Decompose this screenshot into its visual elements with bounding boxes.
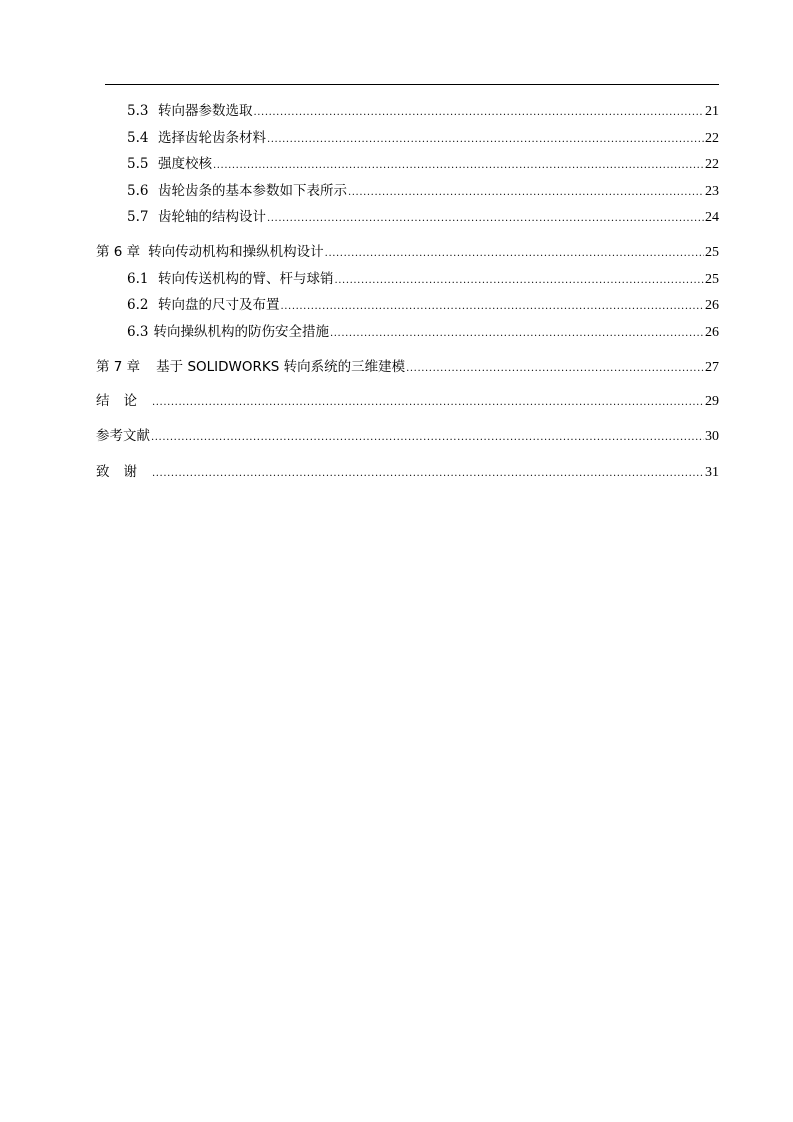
toc-entry-number: 6.3 [127,324,149,340]
toc-entry-title: 齿轮齿条的基本参数如下表所示 [158,183,347,199]
toc-entry-title: 致谢 [96,464,151,480]
toc-entry-6-2[interactable] [127,293,719,317]
toc-entry-chapter-6[interactable] [96,240,719,264]
dot-leader [152,391,704,415]
toc-entry-6-3[interactable] [127,320,719,344]
toc-entry-chapter-7[interactable] [96,355,719,379]
toc-entry-number: 5.4 [127,130,149,146]
toc-entry-page: 22 [705,131,719,146]
toc-entry-page: 25 [705,272,719,287]
dot-leader [330,322,704,346]
toc-entry-acknowledgements[interactable] [96,460,719,484]
toc-entry-page: 25 [705,245,719,260]
dot-leader [151,426,704,450]
toc-entry-number: 5.3 [127,103,149,119]
toc-entry-number: 第 7 章 [96,359,141,375]
toc-entry-page: 30 [705,429,719,444]
dot-leader [267,128,704,152]
dot-leader [348,181,704,205]
toc-entry-title: 参考文献 [96,428,150,444]
toc-entry-title: 转向传送机构的臂、杆与球销 [158,271,334,287]
toc-entry-title: 转向操纵机构的防伤安全措施 [153,324,329,340]
toc-entry-6-1[interactable] [127,267,719,291]
dot-leader [152,462,704,486]
toc-entry-page: 31 [705,465,719,480]
toc-entry-page: 22 [705,157,719,172]
dot-leader [254,101,705,125]
toc-entry-title: 强度校核 [158,156,212,172]
toc-entry-number: 5.7 [127,209,149,225]
dot-leader [281,295,705,319]
toc-entry-page: 24 [705,210,719,225]
toc-entry-title: 转向器参数选取 [158,103,253,119]
dot-leader [325,242,704,266]
toc-entry-5-4[interactable] [127,126,719,150]
toc-entry-5-7[interactable] [127,205,719,229]
dot-leader [335,269,705,293]
toc-entry-number: 6.1 [127,271,149,287]
toc-entry-conclusion[interactable] [96,389,719,413]
toc-entry-title: 齿轮轴的结构设计 [158,209,266,225]
toc-entry-title: 转向传动机构和操纵机构设计 [148,244,324,260]
toc-entry-title: 转向盘的尺寸及布置 [158,297,280,313]
toc-entry-number: 5.6 [127,183,149,199]
toc-entry-title: 基于 SOLIDWORKS 转向系统的三维建模 [156,359,406,375]
dot-leader [267,207,704,231]
toc-entry-page: 29 [705,394,719,409]
toc-entry-references[interactable] [96,424,719,448]
header-rule [105,84,719,85]
toc-entry-number: 5.5 [127,156,149,172]
toc-entry-page: 21 [705,104,719,119]
toc-entry-number: 第 6 章 [96,244,141,260]
toc-entry-page: 26 [705,298,719,313]
toc-entry-title: 选择齿轮齿条材料 [158,130,266,146]
dot-leader [406,357,704,381]
toc-entry-5-3[interactable] [127,99,719,123]
toc-entry-page: 23 [705,184,719,199]
toc-entry-page: 27 [705,360,719,375]
toc-entry-page: 26 [705,325,719,340]
toc-entry-number: 6.2 [127,297,149,313]
dot-leader [213,154,704,178]
toc-entry-5-5[interactable] [127,152,719,176]
toc-entry-title: 结论 [96,393,151,409]
toc-entry-5-6[interactable] [127,179,719,203]
